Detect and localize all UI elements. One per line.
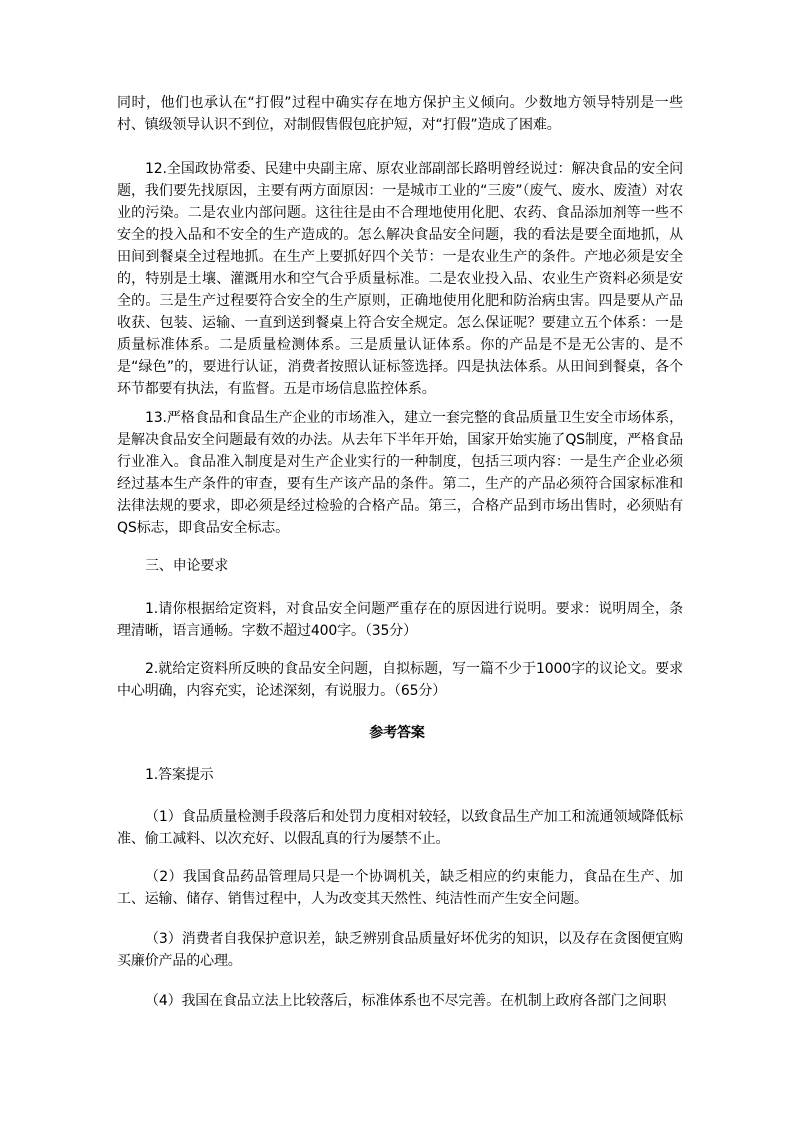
answers-title: 参考答案 — [369, 725, 425, 741]
answer-item-4: （4）我国在食品立法上比较落后，标准体系也不尽完善。在机制上政府各部门之间职 — [145, 993, 667, 1009]
requirement-2: 2.就给定资料所反映的食品安全问题，自拟标题，写一篇不少于1000字的议论文。要求中心明确，内容充实，论述深刻，有说服力。（65分） — [117, 661, 683, 699]
answers-subheading: 1.答案提示 — [145, 767, 214, 783]
section-heading-requirements: 三、申论要求 — [145, 558, 229, 574]
answer-item-3: （3）消费者自我保护意识差，缺乏辨别食品质量好坏优劣的知识，以及存在贪图便宜购买廉价产品的心理。 — [117, 931, 683, 969]
answer-item-2: （2）我国食品药品管理局只是一个协调机关，缺乏相应的约束能力，食品在生产、加工、运输、储存、销售过程中，人为改变其天然性、纯洁性而产生安全问题。 — [117, 869, 683, 907]
requirement-1: 1.请你根据给定资料，对食品安全问题严重存在的原因进行说明。要求：说明周全，条理清晰，语言通畅。字数不超过400字。（35分） — [117, 601, 683, 639]
paragraph-12: 12.全国政协常委、民建中央副主席、原农业部副部长路明曾经说过：解决食品的安全问题，我们要先找原因，主要有两方面原因：一是城市工业的“三废”（废气、废水、废渣）对农业的污染。二是农业内部问题。这往往是由不合理地使用化肥、农药、食品添加剂等一些不安全的投入品和不安全的生产造成的。怎么解决食品安全问题，我的看法是要全面地抓，从田间到餐桌全过程地抓。在生产上要抓好四个关节：一是农业生产的条件。产地必须是安全的，特别是土壤、灌溉用水和空气合乎质量标准。二是农业投入品、农业生产资料必须是安全的。三是生产过程要符合安全的生产原则，正确地使用化肥和防治病虫害。四是要从产品收获、包装、运输、一直到送到餐桌上符合安全规定。怎么保证呢？要建立五个体系：一是质量标准体系。二是质量检测体系。三是质量认证体系。你的产品是不是无公害的、是不是“绿色”的，要进行认证，消费者按照认证标签选择。四是执法体系。从田间到餐桌，各个环节都要有执法，有监督。五是市场信息监控体系。 — [117, 161, 683, 397]
paragraph-continuation: 同时，他们也承认在“打假”过程中确实存在地方保护主义倾向。少数地方领导特别是一些村、镇级领导认识不到位，对制假售假包庇护短，对“打假”造成了困难。 — [117, 95, 683, 133]
answer-item-1: （1）食品质量检测手段落后和处罚力度相对较轻，以致食品生产加工和流通领域降低标准、偷工减料、以次充好、以假乱真的行为屡禁不止。 — [117, 809, 683, 847]
paragraph-13: 13.严格食品和食品生产企业的市场准入，建立一套完整的食品质量卫生安全市场体系，是解决食品安全问题最有效的办法。从去年下半年开始，国家开始实施了QS制度，严格食品行业准入。食品准入制度是对生产企业实行的一种制度，包括三项内容：一是生产企业必须经过基本生产条件的审查，要有生产该产品的条件。第二，生产的产品必须符合国家标准和法律法规的要求，即必须是经过检验的合格产品。第三，合格产品到市场出售时，必须贴有QS标志，即食品安全标志。 — [117, 410, 683, 536]
